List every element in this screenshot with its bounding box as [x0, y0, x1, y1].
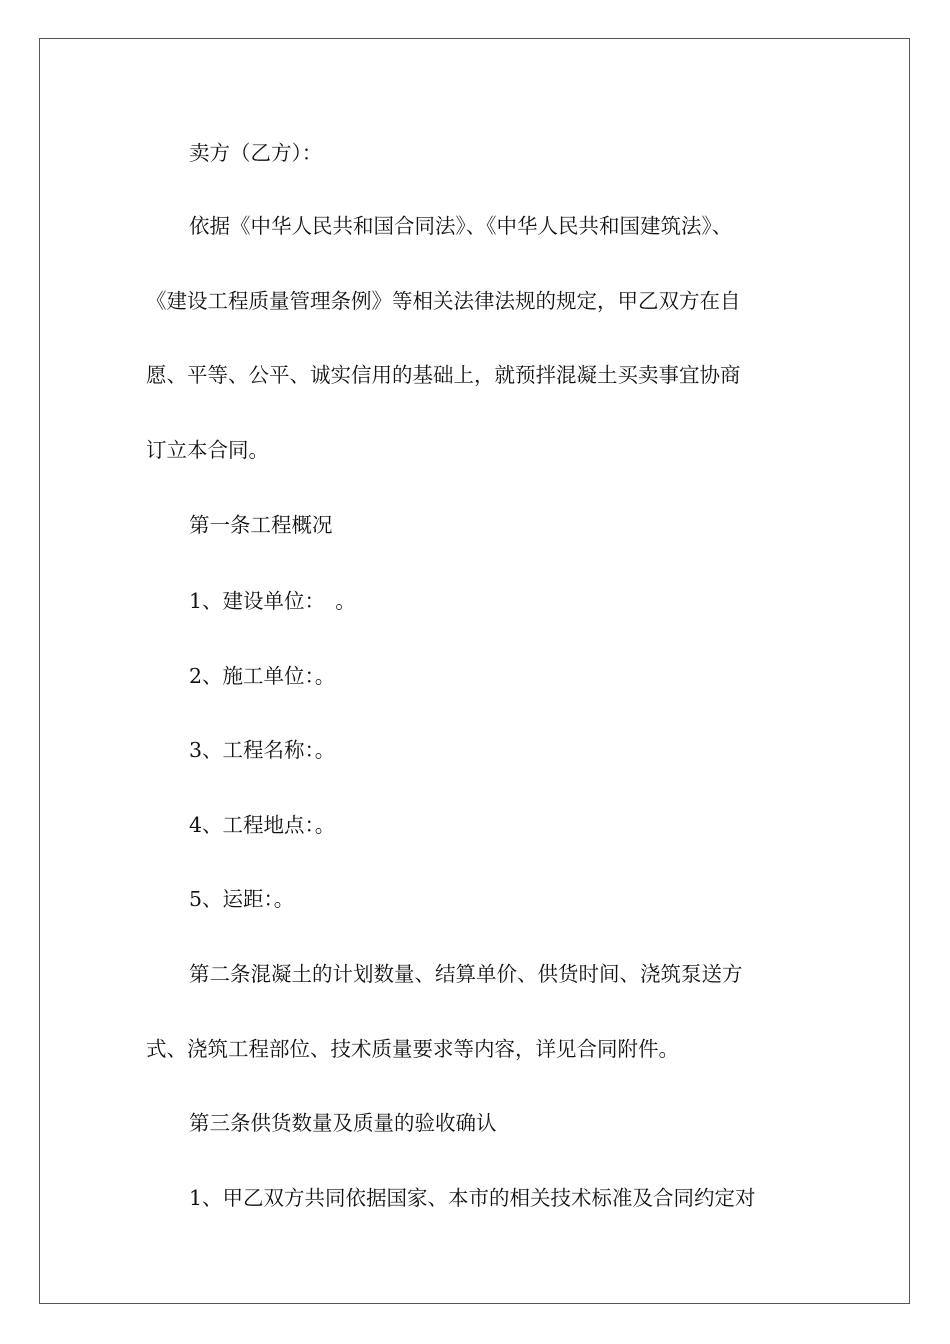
article-heading: 第三条供货数量及质量的验收确认 — [189, 1111, 497, 1135]
seller-label: 卖方（乙方）： — [189, 141, 323, 165]
paragraph-line: 《建设工程质量管理条例》等相关法律法规的规定，甲乙双方在自 — [146, 289, 741, 313]
list-item: 4、工程地点：。 — [189, 813, 336, 837]
list-item: 2、施工单位：。 — [189, 664, 336, 688]
paragraph-line: 愿、平等、公平、诚实信用的基础上，就预拌混凝土买卖事宜协商 — [146, 363, 741, 387]
paragraph-line: 式、浇筑工程部位、技术质量要求等内容，详见合同附件。 — [146, 1037, 679, 1061]
list-item: 1、建设单位： 。 — [189, 589, 356, 613]
list-item: 3、工程名称：。 — [189, 738, 336, 762]
article-heading: 第一条工程概况 — [189, 513, 333, 537]
list-item: 1、甲乙双方共同依据国家、本市的相关技术标准及合同约定对 — [189, 1186, 756, 1210]
article-heading: 第二条混凝土的计划数量、结算单价、供货时间、浇筑泵送方 — [189, 962, 743, 986]
list-item: 5、运距：。 — [189, 887, 295, 911]
paragraph-line: 依据《中华人民共和国合同法》、《中华人民共和国建筑法》、 — [189, 214, 733, 238]
paragraph-line: 订立本合同。 — [146, 438, 269, 462]
